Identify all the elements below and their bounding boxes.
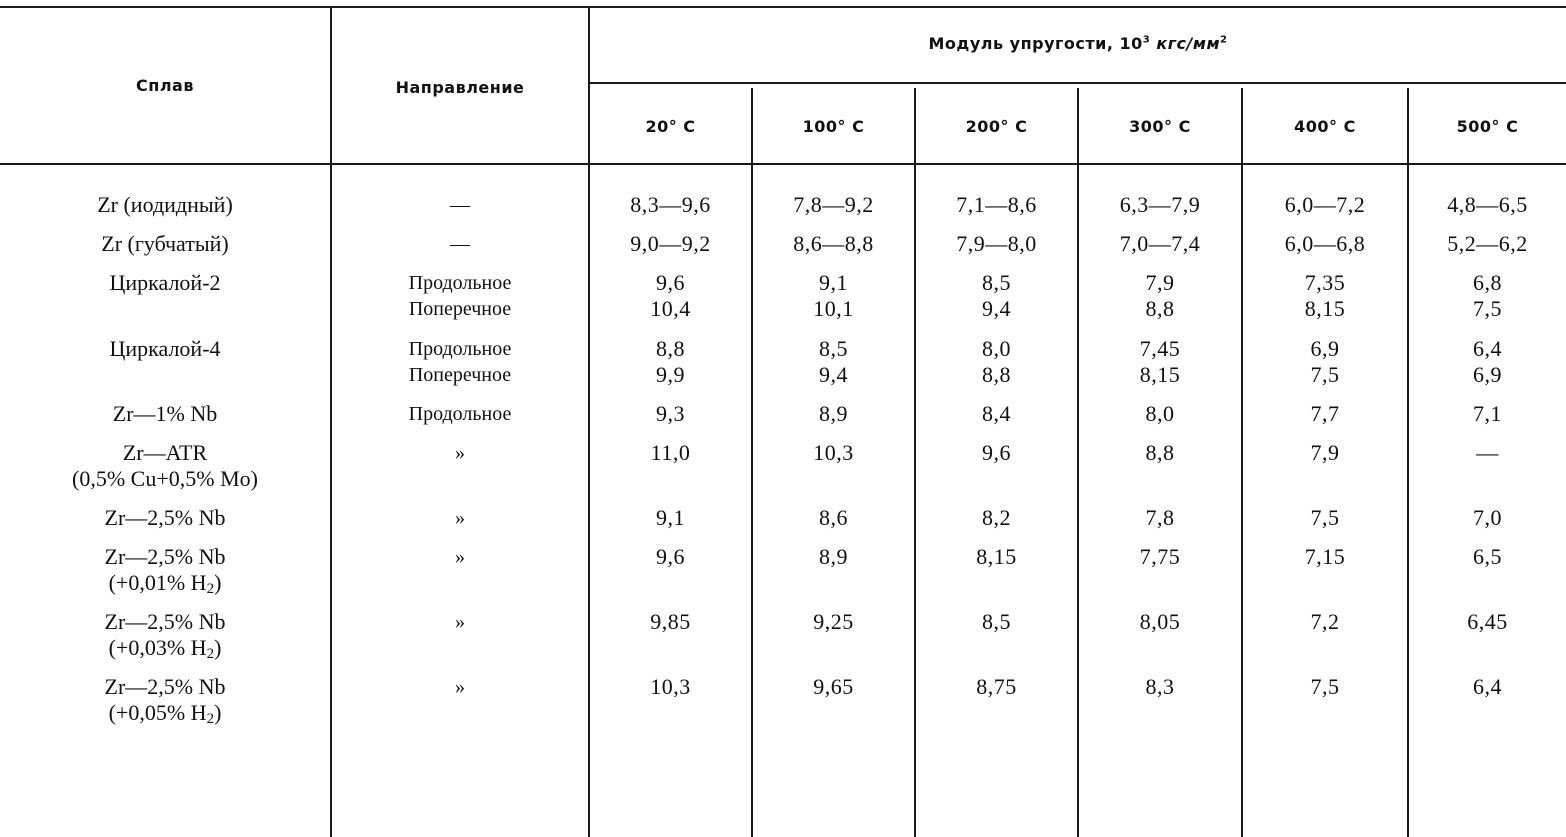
header-temp-5: 400° C <box>1294 117 1356 136</box>
modulus-value: 9,6 <box>982 440 1011 465</box>
modulus-value: 8,8 <box>1145 296 1175 321</box>
modulus-value: 7,1—8,6 <box>956 192 1037 217</box>
modulus-unit-exponent: 2 <box>1220 34 1228 46</box>
alloy-name: (+0,05% $H_2$) <box>108 700 222 727</box>
modulus-prefix: Модуль упругости, 10 <box>928 34 1143 53</box>
modulus-value: 7,5 <box>1310 362 1340 387</box>
modulus-value: 10,1 <box>813 296 854 321</box>
direction-value: — <box>450 233 470 255</box>
top-rule <box>0 6 1566 8</box>
alloy-name: Zr—1% Nb <box>112 401 218 426</box>
modulus-value: 7,7 <box>1310 401 1340 426</box>
alloy-name: Zr (губчатый) <box>101 231 229 256</box>
subheader-rule <box>590 82 1566 84</box>
direction-value: Поперечное <box>408 298 512 320</box>
modulus-value: 8,4 <box>982 401 1011 426</box>
modulus-value: 4,8—6,5 <box>1447 192 1528 217</box>
header-temp-2: 100° C <box>802 117 865 136</box>
direction-value: Продольное <box>408 338 512 360</box>
modulus-value: 8,9 <box>819 544 848 569</box>
modulus-value: 8,6—8,8 <box>793 231 874 256</box>
modulus-exponent: 3 <box>1142 34 1151 46</box>
modulus-value: 8,5 <box>982 609 1011 634</box>
modulus-value: 9,65 <box>813 674 854 699</box>
modulus-value: 7,9 <box>1310 440 1340 465</box>
modulus-value: 10,4 <box>650 296 691 321</box>
modulus-value: 9,6 <box>656 270 685 295</box>
alloy-name: Zr—2,5% Nb <box>104 505 226 530</box>
modulus-value: 8,8 <box>982 362 1011 387</box>
modulus-value: 7,0 <box>1473 505 1502 530</box>
modulus-value: 7,8 <box>1145 505 1175 530</box>
modulus-value: 7,9—8,0 <box>956 231 1037 256</box>
header-bottom-rule <box>0 163 1566 165</box>
modulus-value: 8,5 <box>819 336 848 361</box>
alloy-name: Zr—ATR <box>122 440 208 465</box>
direction-value: » <box>455 442 465 464</box>
modulus-value: 6,45 <box>1467 609 1508 634</box>
modulus-value: 8,15 <box>1304 296 1346 321</box>
header-temp-3: 200° C <box>965 117 1028 136</box>
modulus-value: 7,9 <box>1145 270 1175 295</box>
alloy-name: (+0,01% $H_2$) <box>108 570 222 597</box>
modulus-value: 8,5 <box>982 270 1011 295</box>
direction-value: Продольное <box>408 403 512 425</box>
modulus-value: 6,0—7,2 <box>1284 192 1366 217</box>
modulus-value: 8,15 <box>1139 362 1181 387</box>
header-direction: Направление <box>395 78 525 97</box>
modulus-value: 11,0 <box>650 440 691 465</box>
modulus-value: 9,0—9,2 <box>630 231 711 256</box>
modulus-value: 8,2 <box>982 505 1011 530</box>
alloy-name: Циркалой-4 <box>109 336 221 361</box>
modulus-value: 8,75 <box>976 674 1017 699</box>
modulus-value: — <box>1476 440 1499 465</box>
modulus-value: 9,9 <box>656 362 685 387</box>
direction-value: » <box>455 507 465 529</box>
modulus-value: 7,1 <box>1473 401 1502 426</box>
alloy-name: Zr—2,5% Nb <box>104 674 226 699</box>
modulus-value: 9,4 <box>982 296 1011 321</box>
alloy-name: Циркалой-2 <box>109 270 221 295</box>
modulus-value: 8,0 <box>982 336 1011 361</box>
modulus-value: 10,3 <box>813 440 854 465</box>
modulus-value: 9,4 <box>819 362 848 387</box>
header-modulus <box>590 34 1566 53</box>
modulus-value: 7,35 <box>1304 270 1346 295</box>
modulus-value: 7,5 <box>1310 674 1340 699</box>
modulus-value: 8,9 <box>819 401 848 426</box>
header-alloy: Сплав <box>136 76 194 95</box>
alloy-name: Zr—2,5% Nb <box>104 609 226 634</box>
alloy-name: Zr (иодидный) <box>97 192 233 217</box>
modulus-unit: кгс/мм <box>1156 34 1221 53</box>
modulus-value: 8,0 <box>1145 401 1175 426</box>
modulus-value: 8,8 <box>1145 440 1175 465</box>
modulus-value: 6,8 <box>1473 270 1502 295</box>
modulus-value: 7,8—9,2 <box>793 192 874 217</box>
modulus-value: 5,2—6,2 <box>1447 231 1528 256</box>
modulus-value: 9,85 <box>650 609 691 634</box>
modulus-value: 9,6 <box>656 544 685 569</box>
modulus-value: 7,15 <box>1304 544 1346 569</box>
modulus-value: 7,45 <box>1139 336 1181 361</box>
modulus-value: 8,3 <box>1145 674 1175 699</box>
header-temp-6: 500° C <box>1456 117 1519 136</box>
modulus-value: 7,0—7,4 <box>1119 231 1201 256</box>
modulus-value: 6,5 <box>1473 544 1502 569</box>
direction-value: » <box>455 676 465 698</box>
alloy-name: (+0,03% $H_2$) <box>108 635 222 662</box>
modulus-value: 9,25 <box>813 609 854 634</box>
direction-value: Поперечное <box>408 364 512 386</box>
modulus-value: 7,2 <box>1310 609 1340 634</box>
modulus-value: 10,3 <box>650 674 691 699</box>
modulus-value: 6,4 <box>1473 674 1502 699</box>
direction-value: — <box>450 194 470 216</box>
direction-value: » <box>455 546 465 568</box>
modulus-value: 7,5 <box>1310 505 1340 530</box>
modulus-value: 6,3—7,9 <box>1119 192 1201 217</box>
modulus-value: 8,15 <box>976 544 1017 569</box>
modulus-value: 8,6 <box>819 505 848 530</box>
modulus-value: 6,9 <box>1473 362 1502 387</box>
alloy-name: Zr—2,5% Nb <box>104 544 226 569</box>
direction-value: Продольное <box>408 272 512 294</box>
modulus-value: 6,0—6,8 <box>1284 231 1366 256</box>
modulus-value: 7,75 <box>1139 544 1181 569</box>
header-temp-1: 20° C <box>645 117 696 136</box>
header-temp-4: 300° C <box>1129 117 1191 136</box>
modulus-value: 9,1 <box>819 270 848 295</box>
modulus-value: 7,5 <box>1473 296 1502 321</box>
modulus-value: 9,1 <box>656 505 685 530</box>
modulus-value: 6,9 <box>1310 336 1340 361</box>
direction-value: » <box>455 611 465 633</box>
modulus-value: 6,4 <box>1473 336 1502 361</box>
modulus-value: 8,05 <box>1139 609 1181 634</box>
alloy-name: (0,5% Cu+0,5% Mo) <box>72 466 258 491</box>
modulus-value: 8,3—9,6 <box>630 192 711 217</box>
modulus-value: 9,3 <box>656 401 685 426</box>
modulus-value: 8,8 <box>656 336 685 361</box>
